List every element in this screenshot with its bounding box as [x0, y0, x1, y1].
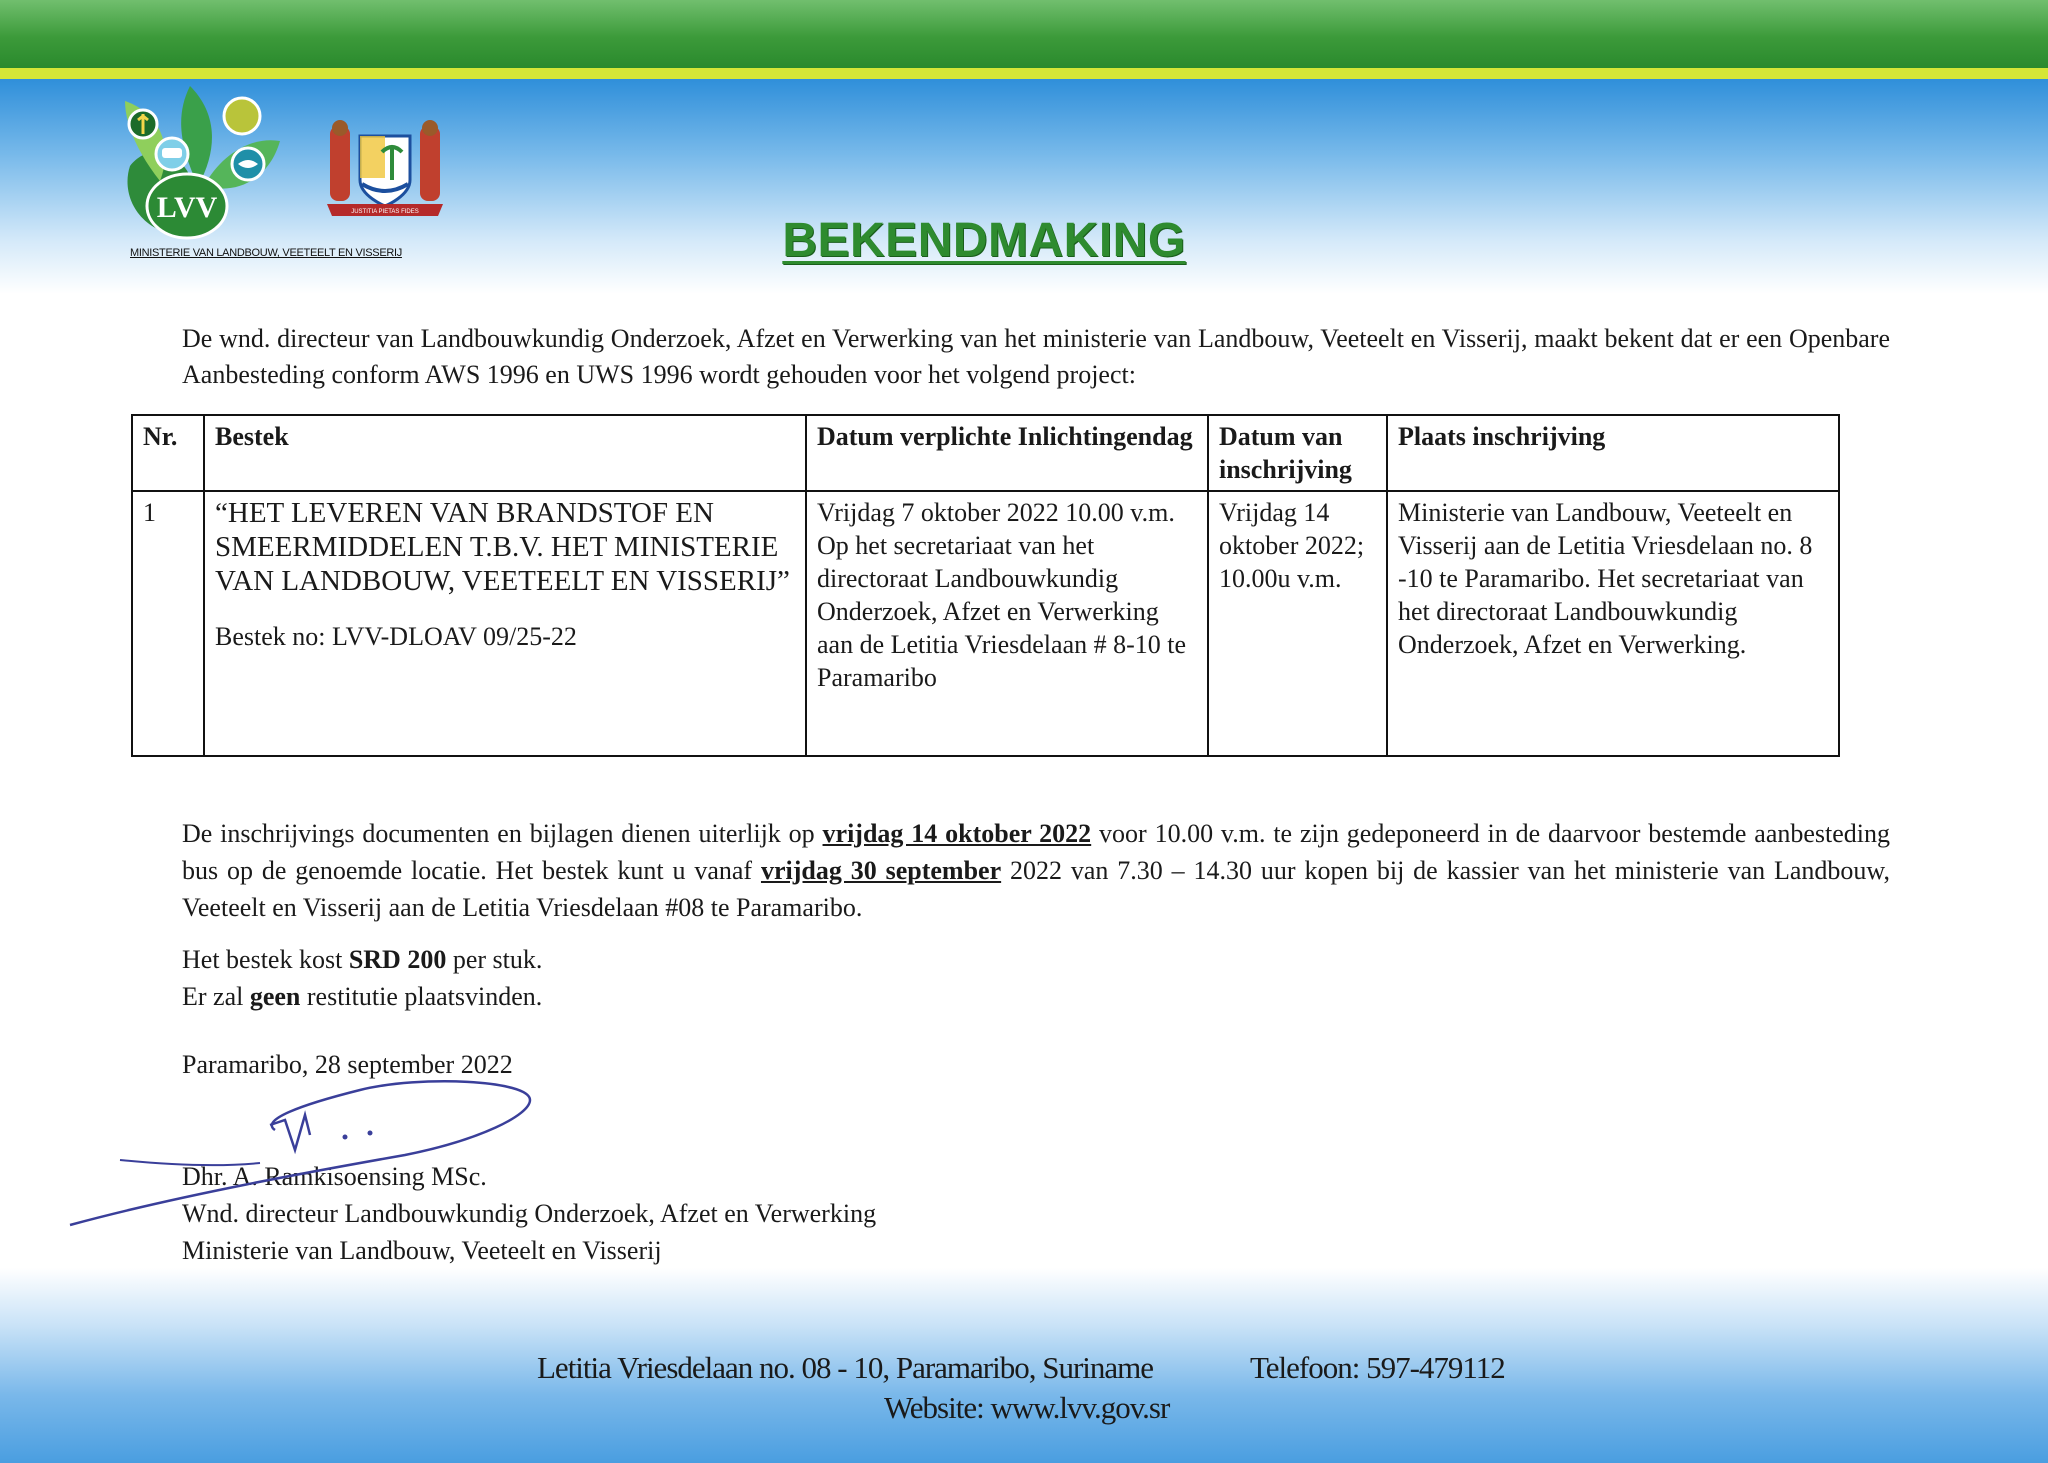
footer-website: Website: www.lvv.gov.sr [884, 1390, 1170, 1425]
signatory-organization: Ministerie van Landbouw, Veeteelt en Visserij [182, 1236, 662, 1265]
cost-text-pre: Het bestek kost [182, 945, 349, 974]
signatory-name: Dhr. A. Ramkisoensing MSc. [182, 1162, 487, 1191]
cost-line [182, 941, 982, 978]
cell-plaats: Ministerie van Landbouw, Veeteelt en Visserij aan de Letitia Vriesdelaan no. 8 -10 te Paramaribo. Het secretariaat van het directoraat Landbouwkundig Onderzoek, Afzet en Verwerking. [1387, 491, 1839, 756]
logo-text: LVV [156, 191, 218, 224]
refund-text-post: restitutie plaatsvinden. [300, 982, 543, 1011]
deadline-date-submission: vrijdag 14 oktober 2022 [822, 819, 1092, 848]
column-header-plaats: Plaats inschrijving [1387, 415, 1839, 491]
refund-text-pre: Er zal [182, 982, 250, 1011]
column-header-datum-inschrijving: Datum van inschrijving [1208, 415, 1387, 491]
cell-datum-inlichtingendag: Vrijdag 7 oktober 2022 10.00 v.m. Op het secretariaat van het directoraat Landbouwkundig Onderzoek, Afzet en Verwerking aan de Letitia Vriesdelaan # 8-10 te Paramaribo [806, 491, 1208, 756]
footer-phone: Telefoon: 597-479112 [1250, 1350, 1505, 1385]
refund-line [182, 978, 982, 1015]
page-title: BEKENDMAKING [782, 214, 1186, 267]
handwritten-signature [60, 1075, 570, 1230]
column-header-datum-inlichtingendag: Datum verplichte Inlichtingendag [806, 415, 1208, 491]
column-header-bestek: Bestek [204, 415, 806, 491]
coat-motto: JUSTITIA PIETAS FIDES [351, 209, 419, 215]
cost-block [182, 941, 982, 1015]
lvv-logo [120, 86, 280, 241]
cell-bestek [204, 491, 806, 756]
cell-datum-inschrijving: Vrijdag 14 oktober 2022; 10.00u v.m. [1208, 491, 1387, 756]
deadline-paragraph [182, 815, 1890, 926]
bestek-number: Bestek no: LVV-DLOAV 09/25-22 [215, 622, 577, 651]
deadline-text-3: 2022 van 7.30 – 14.30 uur kopen bij de kassier van het ministerie van Landbouw, Veeteelt en Visserij aan de Letitia Vriesdelaan #08 te Paramaribo. [182, 856, 1890, 922]
tender-table [131, 414, 1840, 757]
header-yellow-stripe [0, 68, 2048, 79]
coat-of-arms-icon [322, 118, 448, 220]
table-header-row [132, 415, 1839, 491]
cost-text-post: per stuk. [446, 945, 543, 974]
deadline-text-2: voor 10.00 v.m. te zijn gedeponeerd in de daarvoor bestemde aanbesteding bus op de genoemde locatie. Het bestek kunt u vanaf [182, 819, 1890, 885]
table-row [132, 491, 1839, 756]
cost-amount: SRD 200 [348, 945, 447, 974]
deadline-text-1: De inschrijvings documenten en bijlagen dienen uiterlijk op [182, 819, 823, 848]
place-date: Paramaribo, 28 september 2022 [182, 1050, 513, 1079]
header-green-band [0, 0, 2048, 68]
signatory-role: Wnd. directeur Landbouwkundig Onderzoek, Afzet en Verwerking [182, 1199, 877, 1228]
cell-nr: 1 [132, 491, 204, 756]
footer-address: Letitia Vriesdelaan no. 08 - 10, Paramaribo, Suriname [537, 1350, 1154, 1385]
ministry-caption: MINISTERIE VAN LANDBOUW, VEETEELT EN VISSERIJ [130, 247, 402, 259]
intro-paragraph: De wnd. directeur van Landbouwkundig Onderzoek, Afzet en Verwerking van het ministerie van Landbouw, Veeteelt en Visserij, maakt bekent dat er een Openbare Aanbesteding conform AWS 1996 en UWS 1996 wordt gehouden voor het volgend project: [182, 324, 1890, 389]
deadline-date-purchase: vrijdag 30 september [760, 856, 1002, 885]
bestek-title: “HET LEVEREN VAN BRANDSTOF EN SMEERMIDDELEN T.B.V. HET MINISTERIE VAN LANDBOUW, VEETEELT EN VISSERIJ” [215, 497, 790, 597]
column-header-nr: Nr. [132, 415, 204, 491]
refund-emphasis: geen [249, 982, 301, 1011]
